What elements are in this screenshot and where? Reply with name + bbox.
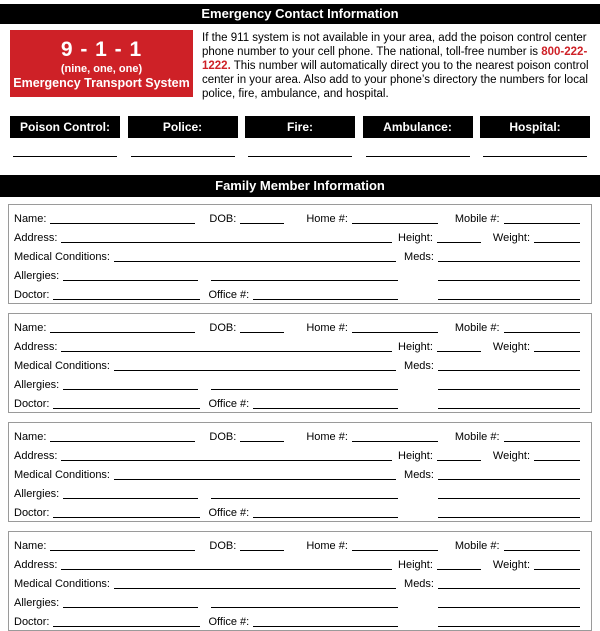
- mobile-phone-line[interactable]: [504, 549, 580, 551]
- allergies-line-2[interactable]: [211, 388, 398, 390]
- intro-text-before: If the 911 system is not available in your area, add the poison control center phone number to your cell phone. The national, toll-free number is: [202, 32, 587, 58]
- member-row-2: [14, 554, 580, 573]
- address-label: Address:: [14, 450, 58, 462]
- meds-line-3[interactable]: [438, 625, 580, 627]
- address-label: Address:: [14, 341, 58, 353]
- dob-line[interactable]: [240, 549, 284, 551]
- medical-conditions-label: Medical Conditions:: [14, 578, 110, 590]
- member-row-4: [14, 265, 580, 284]
- meds-line-2[interactable]: [438, 388, 580, 390]
- home-phone-line[interactable]: [352, 222, 438, 224]
- weight-label: Weight:: [492, 559, 530, 571]
- member-box: [8, 531, 592, 631]
- dob-label: DOB:: [209, 540, 237, 552]
- contact-line-cell: [128, 155, 238, 157]
- weight-line[interactable]: [534, 350, 580, 352]
- height-line[interactable]: [437, 459, 481, 461]
- member-row-5: [14, 393, 580, 412]
- meds-line-3[interactable]: [438, 407, 580, 409]
- family-members-list: [8, 204, 592, 631]
- dob-line[interactable]: [240, 440, 284, 442]
- medical-conditions-line[interactable]: [114, 369, 396, 371]
- contact-line-cell: [245, 155, 355, 157]
- allergies-line[interactable]: [63, 606, 198, 608]
- meds-line-3[interactable]: [438, 516, 580, 518]
- name-line[interactable]: [50, 222, 195, 224]
- office-phone-label: Office #:: [208, 289, 250, 301]
- meds-line[interactable]: [438, 369, 580, 371]
- mobile-phone-label: Mobile #:: [454, 213, 500, 225]
- weight-label: Weight:: [492, 450, 530, 462]
- member-row-5: [14, 502, 580, 521]
- intro-paragraph: [202, 30, 590, 101]
- doctor-line[interactable]: [53, 407, 200, 409]
- member-row-1: [14, 317, 580, 336]
- weight-line[interactable]: [534, 459, 580, 461]
- allergies-label: Allergies:: [14, 270, 60, 282]
- medical-conditions-line[interactable]: [114, 587, 396, 589]
- member-row-3: [14, 246, 580, 265]
- allergies-label: Allergies:: [14, 379, 60, 391]
- office-phone-label: Office #:: [208, 616, 250, 628]
- weight-line[interactable]: [534, 241, 580, 243]
- home-phone-line[interactable]: [352, 549, 438, 551]
- office-phone-line[interactable]: [253, 625, 398, 627]
- emergency-911-box: [10, 30, 193, 97]
- meds-label: Meds:: [404, 251, 434, 263]
- emergency-contacts-labels-row: [10, 116, 590, 138]
- doctor-line[interactable]: [53, 516, 200, 518]
- medical-conditions-label: Medical Conditions:: [14, 360, 110, 372]
- meds-line[interactable]: [438, 587, 580, 589]
- contact-label-poison-control: Poison Control:: [10, 116, 120, 138]
- emergency-contacts-blank-lines-row: [10, 155, 590, 157]
- police-phone-line[interactable]: [131, 155, 235, 157]
- allergies-label: Allergies:: [14, 488, 60, 500]
- member-row-2: [14, 227, 580, 246]
- name-line[interactable]: [50, 549, 195, 551]
- member-row-3: [14, 573, 580, 592]
- mobile-phone-line[interactable]: [504, 331, 580, 333]
- dob-label: DOB:: [209, 213, 237, 225]
- ambulance-phone-line[interactable]: [366, 155, 470, 157]
- hospital-phone-line[interactable]: [483, 155, 587, 157]
- address-line[interactable]: [61, 350, 392, 352]
- address-label: Address:: [14, 559, 58, 571]
- meds-line-3[interactable]: [438, 298, 580, 300]
- medical-conditions-label: Medical Conditions:: [14, 251, 110, 263]
- allergies-line-2[interactable]: [211, 497, 398, 499]
- home-phone-line[interactable]: [352, 440, 438, 442]
- member-box: [8, 422, 592, 522]
- medical-conditions-line[interactable]: [114, 260, 396, 262]
- 911-words: (nine, one, one): [60, 62, 143, 75]
- mobile-phone-label: Mobile #:: [454, 431, 500, 443]
- mobile-phone-label: Mobile #:: [454, 322, 500, 334]
- dob-line[interactable]: [240, 222, 284, 224]
- name-label: Name:: [14, 213, 47, 225]
- member-row-1: [14, 535, 580, 554]
- meds-label: Meds:: [404, 469, 434, 481]
- height-label: Height:: [398, 559, 433, 571]
- member-row-2: [14, 445, 580, 464]
- meds-line-2[interactable]: [438, 279, 580, 281]
- office-phone-label: Office #:: [208, 398, 250, 410]
- contact-line-cell: [363, 155, 473, 157]
- dob-label: DOB:: [209, 431, 237, 443]
- dob-line[interactable]: [240, 331, 284, 333]
- member-row-5: [14, 611, 580, 630]
- member-row-4: [14, 374, 580, 393]
- poison-control-phone-line[interactable]: [13, 155, 117, 157]
- address-line[interactable]: [61, 241, 392, 243]
- medical-conditions-line[interactable]: [114, 478, 396, 480]
- allergies-line-2[interactable]: [211, 606, 398, 608]
- member-row-4: [14, 483, 580, 502]
- contact-label-fire: Fire:: [245, 116, 355, 138]
- intro-section: [10, 30, 590, 101]
- contact-label-hospital: Hospital:: [480, 116, 590, 138]
- doctor-label: Doctor:: [14, 289, 50, 301]
- height-line[interactable]: [437, 241, 481, 243]
- office-phone-line[interactable]: [253, 298, 398, 300]
- meds-line-2[interactable]: [438, 497, 580, 499]
- height-label: Height:: [398, 341, 433, 353]
- poison-control-phone-number: 800-222-1222.: [202, 46, 588, 72]
- member-row-1: [14, 208, 580, 227]
- member-row-2: [14, 336, 580, 355]
- meds-line[interactable]: [438, 260, 580, 262]
- doctor-line[interactable]: [53, 625, 200, 627]
- member-box: [8, 204, 592, 304]
- office-phone-line[interactable]: [253, 516, 398, 518]
- contact-label-ambulance: Ambulance:: [363, 116, 473, 138]
- allergies-line[interactable]: [63, 497, 198, 499]
- office-phone-label: Office #:: [208, 507, 250, 519]
- home-phone-line[interactable]: [352, 331, 438, 333]
- address-label: Address:: [14, 232, 58, 244]
- family-section-title: Family Member Information: [0, 175, 600, 197]
- height-label: Height:: [398, 450, 433, 462]
- allergies-line-2[interactable]: [211, 279, 398, 281]
- contact-line-cell: [10, 155, 120, 157]
- medical-conditions-label: Medical Conditions:: [14, 469, 110, 481]
- allergies-line[interactable]: [63, 388, 198, 390]
- name-label: Name:: [14, 431, 47, 443]
- member-row-4: [14, 592, 580, 611]
- doctor-label: Doctor:: [14, 616, 50, 628]
- mobile-phone-label: Mobile #:: [454, 540, 500, 552]
- meds-label: Meds:: [404, 360, 434, 372]
- meds-label: Meds:: [404, 578, 434, 590]
- weight-line[interactable]: [534, 568, 580, 570]
- doctor-line[interactable]: [53, 298, 200, 300]
- allergies-label: Allergies:: [14, 597, 60, 609]
- height-line[interactable]: [437, 568, 481, 570]
- contact-label-police: Police:: [128, 116, 238, 138]
- 911-subtitle: Emergency Transport System: [13, 75, 190, 90]
- name-label: Name:: [14, 540, 47, 552]
- meds-line-2[interactable]: [438, 606, 580, 608]
- allergies-line[interactable]: [63, 279, 198, 281]
- member-box: [8, 313, 592, 413]
- contact-line-cell: [480, 155, 590, 157]
- weight-label: Weight:: [492, 341, 530, 353]
- doctor-label: Doctor:: [14, 398, 50, 410]
- office-phone-line[interactable]: [253, 407, 398, 409]
- doctor-label: Doctor:: [14, 507, 50, 519]
- member-row-5: [14, 284, 580, 303]
- home-phone-label: Home #:: [306, 322, 348, 334]
- name-line[interactable]: [50, 440, 195, 442]
- name-label: Name:: [14, 322, 47, 334]
- home-phone-label: Home #:: [306, 540, 348, 552]
- member-row-3: [14, 464, 580, 483]
- page-title: Emergency Contact Information: [0, 4, 600, 24]
- fire-phone-line[interactable]: [248, 155, 352, 157]
- mobile-phone-line[interactable]: [504, 440, 580, 442]
- member-row-3: [14, 355, 580, 374]
- name-line[interactable]: [50, 331, 195, 333]
- weight-label: Weight:: [492, 232, 530, 244]
- intro-text-after: This number will automatically direct you to the nearest poison control center in your area. Also add to your phone’s directory the numbers for local police, fire, ambulance, and hospital.: [202, 60, 589, 100]
- home-phone-label: Home #:: [306, 213, 348, 225]
- height-line[interactable]: [437, 350, 481, 352]
- mobile-phone-line[interactable]: [504, 222, 580, 224]
- height-label: Height:: [398, 232, 433, 244]
- address-line[interactable]: [61, 568, 392, 570]
- 911-number: 9 - 1 - 1: [60, 37, 143, 61]
- meds-line[interactable]: [438, 478, 580, 480]
- home-phone-label: Home #:: [306, 431, 348, 443]
- dob-label: DOB:: [209, 322, 237, 334]
- address-line[interactable]: [61, 459, 392, 461]
- member-row-1: [14, 426, 580, 445]
